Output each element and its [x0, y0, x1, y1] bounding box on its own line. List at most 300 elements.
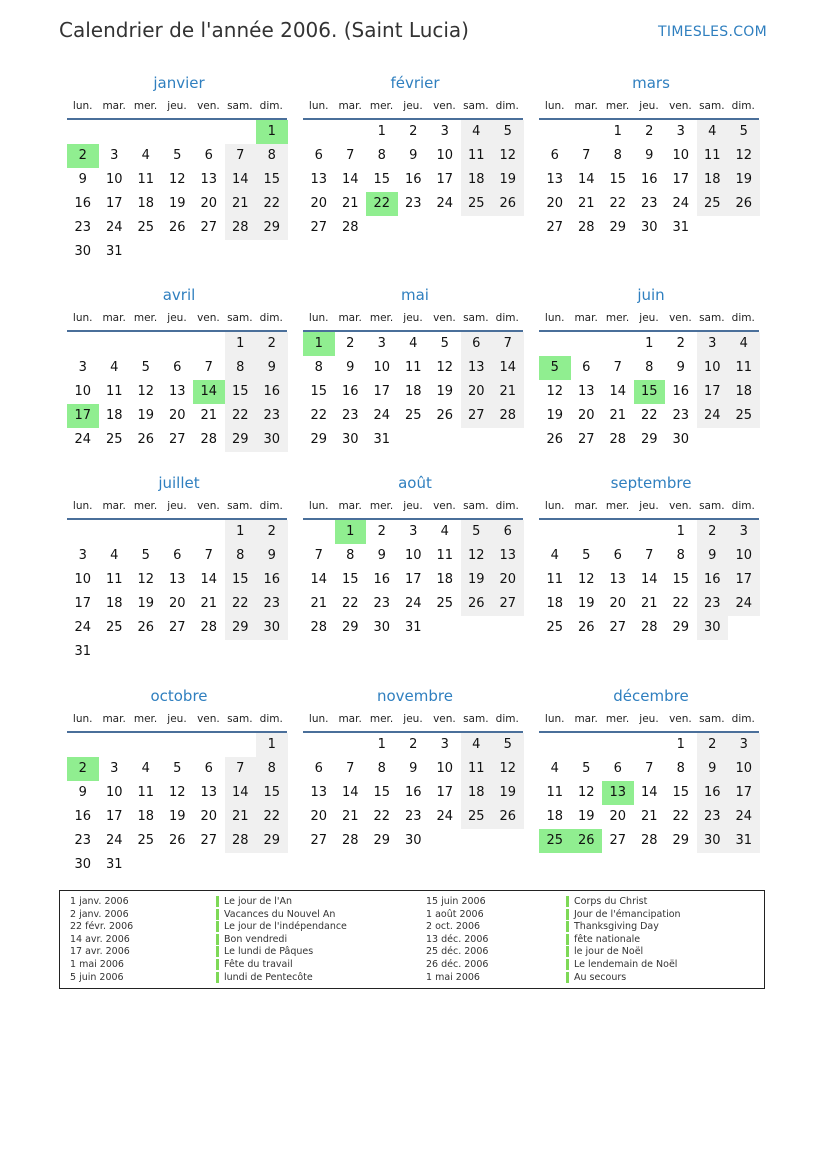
day-grid	[303, 120, 523, 240]
weekday-label: mar.	[338, 100, 362, 112]
day-cell: 28	[225, 216, 257, 240]
legend-date: 14 avr. 2006	[70, 933, 130, 945]
weekday-label: mer.	[605, 500, 630, 512]
day-cell: 25	[137, 833, 155, 848]
day-cell: 3	[78, 360, 87, 375]
day-cell: 1	[377, 124, 386, 139]
empty-cell	[130, 332, 162, 356]
day-cell: 6	[582, 360, 591, 375]
empty-cell	[193, 520, 225, 544]
weekday-label: jeu.	[639, 100, 659, 112]
day-cell: 11	[137, 785, 155, 800]
legend-date: 26 déc. 2006	[426, 959, 489, 970]
empty-cell	[193, 332, 225, 356]
weekday-label: ven.	[433, 100, 456, 112]
day-cell: 30	[256, 616, 288, 640]
day-cell: 1	[225, 520, 257, 544]
day-cell: 23	[256, 404, 288, 428]
weekday-header	[303, 494, 523, 520]
day-cell: 23	[74, 833, 92, 848]
day-cell: 16	[341, 384, 359, 399]
day-cell: 24	[105, 833, 123, 848]
day-cell: 23	[341, 408, 359, 423]
day-cell: 6	[173, 360, 182, 375]
weekday-label: sam.	[227, 312, 253, 324]
day-cell: 26	[492, 805, 524, 829]
day-cell: 5	[141, 548, 150, 563]
day-cell: 1	[676, 737, 685, 752]
month-name: juin	[637, 286, 665, 304]
month-name: mai	[401, 286, 429, 304]
day-cell: 22	[609, 196, 627, 211]
day-cell: 7	[204, 360, 213, 375]
day-cell: 11	[105, 384, 123, 399]
weekday-label: jeu.	[403, 713, 423, 725]
day-cell: 27	[546, 220, 564, 235]
day-cell: 19	[137, 408, 155, 423]
day-cell: 5	[492, 120, 524, 144]
day-cell: 16	[697, 568, 729, 592]
day-cell: 24	[436, 196, 454, 211]
day-cell: 24	[697, 404, 729, 428]
day-cell: 25	[137, 220, 155, 235]
weekday-label: mar.	[338, 500, 362, 512]
weekday-label: dim.	[495, 312, 519, 324]
day-cell: 27	[200, 833, 218, 848]
legend-date: 15 juin 2006	[426, 896, 486, 907]
day-cell: 9	[409, 761, 418, 776]
day-cell: 16	[256, 568, 288, 592]
empty-cell	[602, 332, 634, 356]
holiday-day-cell: 13	[602, 781, 634, 805]
day-cell: 11	[436, 548, 454, 563]
day-cell: 30	[697, 829, 729, 853]
day-cell: 2	[377, 524, 386, 539]
weekday-label: lun.	[308, 713, 329, 725]
day-cell: 5	[582, 761, 591, 776]
weekday-label: ven.	[669, 713, 692, 725]
day-cell: 3	[110, 148, 119, 163]
weekday-label: dim.	[495, 100, 519, 112]
day-grid	[67, 120, 287, 264]
day-cell: 9	[78, 785, 87, 800]
day-cell: 3	[78, 548, 87, 563]
weekday-label: dim.	[259, 312, 283, 324]
day-cell: 11	[137, 172, 155, 187]
day-cell: 16	[404, 785, 422, 800]
weekday-label: ven.	[197, 100, 220, 112]
month-block	[539, 72, 759, 240]
day-cell: 31	[672, 220, 690, 235]
day-cell: 10	[728, 544, 760, 568]
day-cell: 6	[461, 332, 493, 356]
empty-cell	[335, 733, 367, 757]
day-cell: 20	[461, 380, 493, 404]
weekday-header	[303, 707, 523, 733]
weekday-label: mer.	[133, 713, 158, 725]
day-cell: 17	[728, 568, 760, 592]
day-cell: 24	[436, 809, 454, 824]
day-cell: 4	[110, 548, 119, 563]
day-cell: 19	[546, 408, 564, 423]
day-cell: 19	[137, 596, 155, 611]
day-cell: 14	[341, 172, 359, 187]
day-cell: 4	[461, 120, 493, 144]
day-cell: 6	[204, 761, 213, 776]
day-cell: 4	[141, 761, 150, 776]
weekday-label: dim.	[731, 100, 755, 112]
day-cell: 25	[461, 192, 493, 216]
weekday-label: dim.	[731, 500, 755, 512]
month-block	[303, 685, 523, 853]
day-cell: 15	[672, 572, 690, 587]
weekday-label: ven.	[669, 500, 692, 512]
weekday-label: jeu.	[167, 100, 187, 112]
day-cell: 4	[141, 148, 150, 163]
day-cell: 27	[609, 833, 627, 848]
day-cell: 11	[697, 144, 729, 168]
legend-date: 2 janv. 2006	[70, 908, 129, 920]
empty-cell	[67, 120, 99, 144]
day-cell: 28	[341, 220, 359, 235]
day-cell: 9	[346, 360, 355, 375]
day-cell: 18	[436, 572, 454, 587]
weekday-label: dim.	[495, 713, 519, 725]
day-cell: 22	[310, 408, 328, 423]
day-cell: 11	[404, 360, 422, 375]
day-cell: 4	[440, 524, 449, 539]
weekday-label: dim.	[731, 312, 755, 324]
day-cell: 8	[377, 148, 386, 163]
day-cell: 13	[200, 172, 218, 187]
day-cell: 10	[74, 384, 92, 399]
weekday-label: mar.	[574, 500, 598, 512]
day-cell: 2	[676, 336, 685, 351]
day-cell: 18	[404, 384, 422, 399]
day-cell: 31	[105, 857, 123, 872]
day-cell: 21	[341, 809, 359, 824]
day-cell: 3	[440, 737, 449, 752]
day-grid	[539, 520, 759, 640]
day-cell: 10	[373, 360, 391, 375]
day-cell: 4	[697, 120, 729, 144]
day-cell: 17	[105, 809, 123, 824]
day-cell: 10	[105, 785, 123, 800]
day-cell: 6	[314, 148, 323, 163]
weekday-label: sam.	[699, 312, 725, 324]
page-title: Calendrier de l'année 2006. (Saint Lucia)	[59, 18, 469, 42]
day-cell: 15	[373, 785, 391, 800]
day-cell: 27	[200, 220, 218, 235]
day-cell: 23	[672, 408, 690, 423]
day-cell: 23	[697, 592, 729, 616]
day-cell: 10	[105, 172, 123, 187]
day-cell: 12	[168, 172, 186, 187]
day-cell: 23	[640, 196, 658, 211]
day-cell: 30	[256, 428, 288, 452]
month-name: septembre	[610, 474, 692, 492]
day-cell: 21	[200, 596, 218, 611]
day-cell: 21	[200, 408, 218, 423]
day-cell: 18	[697, 168, 729, 192]
day-cell: 18	[105, 596, 123, 611]
day-cell: 11	[105, 572, 123, 587]
day-cell: 30	[74, 244, 92, 259]
day-cell: 19	[168, 809, 186, 824]
day-cell: 11	[546, 785, 564, 800]
day-cell: 25	[461, 805, 493, 829]
weekday-header	[67, 494, 287, 520]
day-cell: 7	[346, 761, 355, 776]
empty-cell	[335, 120, 367, 144]
day-cell: 22	[672, 809, 690, 824]
empty-cell	[67, 332, 99, 356]
weekday-label: lun.	[308, 500, 329, 512]
weekday-label: ven.	[197, 500, 220, 512]
day-cell: 18	[137, 196, 155, 211]
day-cell: 13	[461, 356, 493, 380]
day-cell: 3	[676, 124, 685, 139]
day-cell: 31	[105, 244, 123, 259]
day-cell: 28	[577, 220, 595, 235]
empty-cell	[162, 733, 194, 757]
empty-cell	[571, 120, 603, 144]
empty-cell	[130, 733, 162, 757]
day-cell: 15	[225, 380, 257, 404]
day-cell: 8	[256, 144, 288, 168]
day-cell: 19	[168, 196, 186, 211]
day-cell: 4	[110, 360, 119, 375]
day-cell: 27	[168, 432, 186, 447]
day-cell: 1	[613, 124, 622, 139]
weekday-label: dim.	[259, 500, 283, 512]
day-cell: 7	[346, 148, 355, 163]
weekday-label: mer.	[133, 500, 158, 512]
day-cell: 14	[609, 384, 627, 399]
day-cell: 9	[256, 544, 288, 568]
day-cell: 24	[728, 805, 760, 829]
day-cell: 15	[672, 785, 690, 800]
day-grid	[67, 733, 287, 877]
day-cell: 24	[105, 220, 123, 235]
legend-holiday-name: le jour de Noël	[566, 946, 643, 957]
weekday-label: lun.	[72, 312, 93, 324]
day-cell: 17	[697, 380, 729, 404]
day-cell: 12	[492, 144, 524, 168]
day-cell: 23	[373, 596, 391, 611]
weekday-label: lun.	[544, 713, 565, 725]
weekday-label: jeu.	[403, 312, 423, 324]
day-cell: 20	[609, 809, 627, 824]
weekday-header	[67, 306, 287, 332]
weekday-label: mar.	[338, 312, 362, 324]
legend-holiday-name: Le lundi de Pâques	[216, 946, 313, 957]
day-cell: 23	[404, 809, 422, 824]
day-cell: 5	[141, 360, 150, 375]
day-cell: 3	[377, 336, 386, 351]
day-cell: 19	[461, 568, 493, 592]
weekday-label: mar.	[574, 100, 598, 112]
day-cell: 8	[346, 548, 355, 563]
day-cell: 21	[225, 805, 257, 829]
day-cell: 9	[697, 544, 729, 568]
day-cell: 12	[577, 572, 595, 587]
weekday-label: lun.	[308, 100, 329, 112]
weekday-label: mer.	[133, 100, 158, 112]
day-cell: 6	[314, 761, 323, 776]
day-cell: 22	[256, 805, 288, 829]
day-cell: 30	[640, 220, 658, 235]
day-cell: 27	[492, 592, 524, 616]
day-cell: 25	[436, 596, 454, 611]
day-cell: 27	[609, 620, 627, 635]
day-cell: 13	[492, 544, 524, 568]
weekday-label: mar.	[102, 100, 126, 112]
day-cell: 3	[697, 332, 729, 356]
weekday-label: sam.	[463, 100, 489, 112]
day-cell: 20	[492, 568, 524, 592]
day-cell: 25	[697, 192, 729, 216]
day-cell: 9	[645, 148, 654, 163]
legend-date: 17 avr. 2006	[70, 946, 130, 958]
day-cell: 12	[492, 757, 524, 781]
legend-date: 1 mai 2006	[426, 971, 480, 983]
day-cell: 8	[613, 148, 622, 163]
day-grid	[303, 332, 523, 452]
month-name: avril	[162, 286, 196, 304]
weekday-label: jeu.	[403, 500, 423, 512]
day-cell: 7	[645, 761, 654, 776]
day-cell: 14	[640, 572, 658, 587]
weekday-label: mar.	[574, 312, 598, 324]
day-cell: 8	[225, 356, 257, 380]
day-cell: 21	[640, 809, 658, 824]
weekday-label: jeu.	[403, 100, 423, 112]
month-block	[303, 472, 523, 640]
day-cell: 28	[640, 620, 658, 635]
day-cell: 2	[346, 336, 355, 351]
day-cell: 26	[461, 592, 493, 616]
weekday-label: ven.	[669, 100, 692, 112]
day-cell: 7	[582, 148, 591, 163]
day-cell: 25	[105, 620, 123, 635]
weekday-label: jeu.	[639, 500, 659, 512]
day-cell: 7	[613, 360, 622, 375]
day-cell: 4	[550, 548, 559, 563]
holiday-day-cell: 2	[67, 144, 99, 168]
day-cell: 15	[256, 781, 288, 805]
day-cell: 10	[672, 148, 690, 163]
day-cell: 24	[74, 432, 92, 447]
day-cell: 23	[256, 592, 288, 616]
empty-cell	[303, 520, 335, 544]
day-cell: 16	[74, 196, 92, 211]
day-cell: 1	[645, 336, 654, 351]
weekday-label: sam.	[699, 500, 725, 512]
day-cell: 16	[697, 781, 729, 805]
day-cell: 27	[168, 620, 186, 635]
day-cell: 13	[168, 572, 186, 587]
day-cell: 19	[577, 809, 595, 824]
day-cell: 28	[200, 432, 218, 447]
day-cell: 18	[461, 781, 493, 805]
weekday-label: mar.	[102, 713, 126, 725]
empty-cell	[162, 332, 194, 356]
month-block	[539, 472, 759, 640]
weekday-label: sam.	[463, 500, 489, 512]
day-cell: 16	[672, 384, 690, 399]
weekday-label: dim.	[259, 713, 283, 725]
day-cell: 10	[728, 757, 760, 781]
day-cell: 4	[550, 761, 559, 776]
day-cell: 7	[492, 332, 524, 356]
weekday-header	[67, 707, 287, 733]
holiday-day-cell: 1	[256, 120, 288, 144]
empty-cell	[67, 733, 99, 757]
day-cell: 8	[225, 544, 257, 568]
day-grid	[539, 120, 759, 240]
day-cell: 19	[577, 596, 595, 611]
day-cell: 14	[310, 572, 328, 587]
weekday-label: mer.	[369, 312, 394, 324]
legend-date: 25 déc. 2006	[426, 946, 489, 958]
day-cell: 13	[577, 384, 595, 399]
empty-cell	[130, 120, 162, 144]
day-cell: 22	[225, 592, 257, 616]
day-cell: 20	[577, 408, 595, 423]
day-cell: 15	[341, 572, 359, 587]
weekday-label: jeu.	[167, 312, 187, 324]
day-cell: 21	[609, 408, 627, 423]
weekday-label: jeu.	[639, 713, 659, 725]
weekday-label: lun.	[544, 500, 565, 512]
day-cell: 30	[404, 833, 422, 848]
day-cell: 14	[225, 781, 257, 805]
weekday-header	[303, 94, 523, 120]
day-cell: 17	[436, 172, 454, 187]
day-cell: 8	[256, 757, 288, 781]
day-cell: 12	[436, 360, 454, 375]
day-cell: 14	[200, 572, 218, 587]
weekday-label: jeu.	[167, 500, 187, 512]
day-cell: 22	[672, 596, 690, 611]
holiday-day-cell: 26	[571, 829, 603, 853]
day-cell: 14	[225, 168, 257, 192]
site-link[interactable]: TIMESLES.COM	[658, 24, 767, 40]
day-cell: 14	[492, 356, 524, 380]
day-cell: 2	[645, 124, 654, 139]
weekday-label: sam.	[699, 713, 725, 725]
day-cell: 19	[436, 384, 454, 399]
weekday-label: sam.	[227, 500, 253, 512]
day-cell: 10	[436, 761, 454, 776]
empty-cell	[193, 733, 225, 757]
holiday-day-cell: 22	[366, 192, 398, 216]
month-name: février	[390, 74, 440, 92]
day-cell: 25	[105, 432, 123, 447]
day-cell: 22	[225, 404, 257, 428]
day-cell: 6	[613, 548, 622, 563]
day-cell: 26	[436, 408, 454, 423]
day-cell: 21	[310, 596, 328, 611]
empty-cell	[634, 520, 666, 544]
day-cell: 29	[640, 432, 658, 447]
day-cell: 28	[310, 620, 328, 635]
holiday-day-cell: 5	[539, 356, 571, 380]
day-cell: 24	[672, 196, 690, 211]
day-cell: 17	[74, 596, 92, 611]
day-cell: 26	[137, 432, 155, 447]
